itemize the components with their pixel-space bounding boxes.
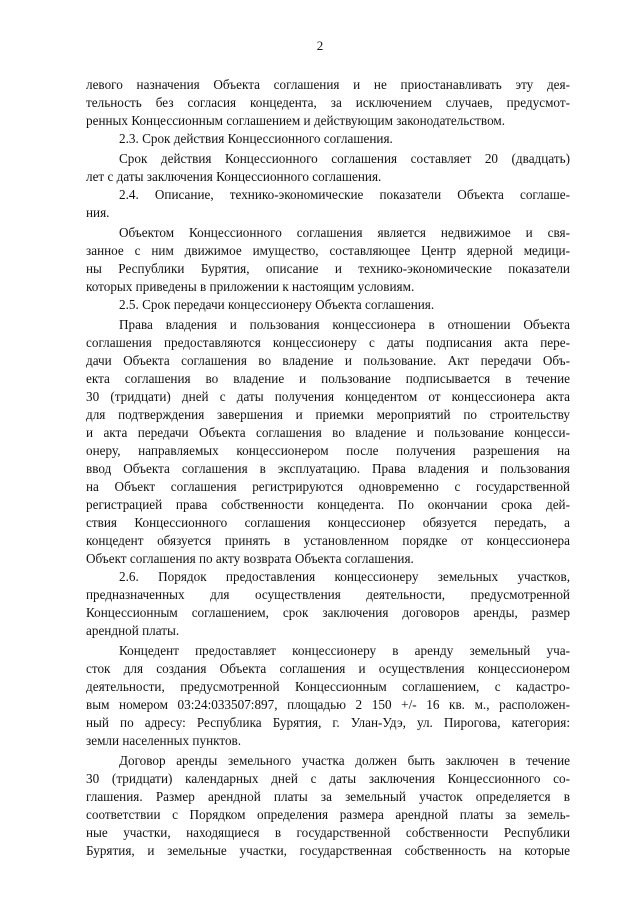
text-line: ввод Объекта соглашения в эксплуатацию. Права владения и пользования [86, 461, 570, 476]
text-line: ны Республики Бурятия, описание и технико-экономические показатели [86, 261, 570, 276]
text-line: Концедент предоставляет концессионеру в аренду земельный уча- [119, 643, 570, 658]
text-line: дачи Объекта соглашения во владение и пользование. Акт передачи Объ- [86, 353, 570, 368]
text-line: занное с ним движимое имущество, составляющее Центр ядерной медици- [86, 243, 570, 258]
text-line: глашения. Размер арендной платы за земельный участок определяется в [86, 789, 570, 804]
text-line: сток для создания Объекта соглашения и осуществления концессионером [86, 661, 570, 676]
text-line: земли населенных пунктов. [86, 733, 242, 748]
text-line: вым номером 03:24:033507:897, площадью 2 150 +/- 16 кв. м., расположен- [86, 697, 570, 712]
text-line: 30 (тридцати) дней с даты получения концедентом от концессионера акта [86, 389, 570, 404]
text-line: которых приведены в приложении к настоящим условиям. [86, 279, 415, 294]
page-number: 2 [316, 38, 324, 53]
text-line: концедент обязуется принять в установленном порядке от концессионера [86, 533, 570, 548]
text-line: тельность без согласия концедента, за исключением случаев, предусмот- [86, 95, 570, 110]
text-line: лет с даты заключения Концессионного соглашения. [86, 169, 382, 184]
text-line: соглашения предоставляются концессионеру с даты подписания акта пере- [86, 335, 570, 350]
text-line: 2.5. Срок передачи концессионеру Объекта соглашения. [119, 297, 435, 312]
text-line: ные участки, находящиеся в государственной собственности Республики [86, 825, 570, 840]
text-line: 2.6. Порядок предоставления концессионеру земельных участков, [119, 569, 570, 584]
text-line: екта соглашения во владение и пользование подписывается в течение [86, 371, 570, 386]
text-line: Объект соглашения по акту возврата Объекта соглашения. [86, 551, 414, 566]
text-line: арендной платы. [86, 623, 180, 638]
text-line: соответствии с Порядком определения размера арендной платы за земель- [86, 807, 570, 822]
text-line: 2.4. Описание, технико-экономические показатели Объекта соглаше- [119, 187, 570, 202]
text-line: ствия Концессионного соглашения концессионер обязуется передать, а [86, 515, 570, 530]
text-line: ния. [86, 205, 110, 220]
text-line: регистрацией права собственности концедента. По окончании срока дей- [86, 497, 570, 512]
text-line: онеру, направляемых концессионером после получения разрешения на [86, 443, 570, 458]
text-line: Бурятия, и земельные участки, государственная собственность на которые [86, 843, 570, 858]
text-line: предназначенных для осуществления деятельности, предусмотренной [86, 587, 570, 602]
text-line: Концессионным соглашением, срок заключения договоров аренды, размер [86, 605, 570, 620]
text-line: ный по адресу: Республика Бурятия, г. Улан-Удэ, ул. Пирогова, категория: [86, 715, 570, 730]
text-line: ренных Концессионным соглашением и действующим законодательством. [86, 113, 506, 128]
text-line: для подтверждения завершения и приемки мероприятий по строительству [86, 407, 570, 422]
text-line: Договор аренды земельного участка должен быть заключен в течение [119, 753, 570, 768]
text-line: деятельности, предусмотренной Концессионным соглашением, с кадастро- [86, 679, 570, 694]
text-line: и акта передачи Объекта соглашения во владение и пользование концесси- [86, 425, 570, 440]
text-line: левого назначения Объекта соглашения и не приостанавливать эту дея- [86, 77, 570, 92]
text-line: Права владения и пользования концессионера в отношении Объекта [119, 317, 570, 332]
text-line: Срок действия Концессионного соглашения составляет 20 (двадцать) [119, 151, 570, 166]
text-line: 30 (тридцати) календарных дней с даты заключения Концессионного со- [86, 771, 570, 786]
text-line: на Объект соглашения регистрируются одновременно с государственной [86, 479, 570, 494]
text-line: 2.3. Срок действия Концессионного соглашения. [119, 131, 393, 146]
text-line: Объектом Концессионного соглашения является недвижимое и свя- [119, 225, 570, 240]
